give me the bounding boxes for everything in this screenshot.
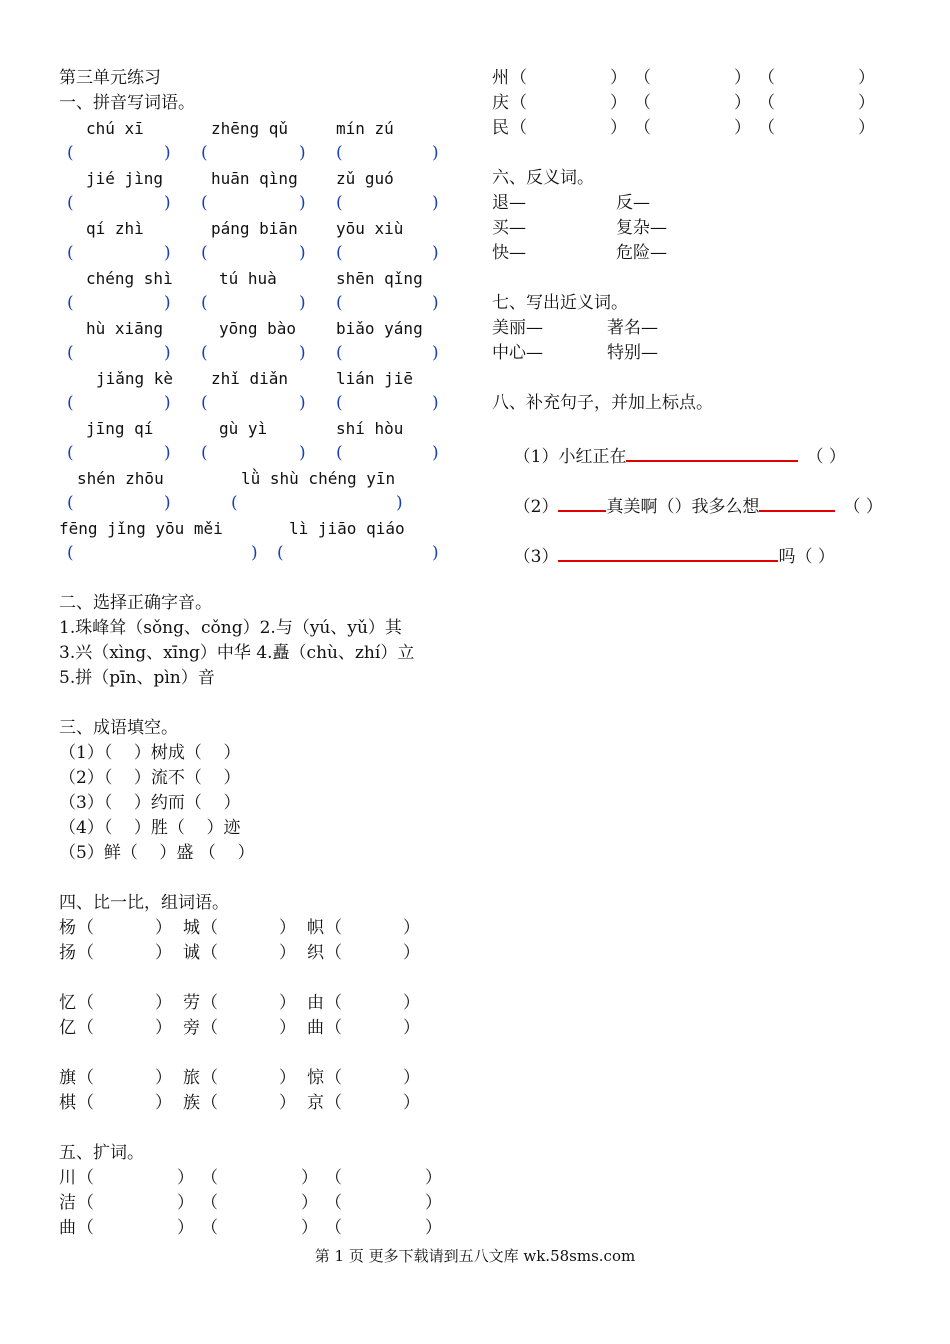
expand-bracket-open[interactable]: （ [634, 68, 651, 88]
answer-bracket-open[interactable]: ( [201, 443, 208, 463]
expand-bracket-close[interactable]: ） [858, 118, 875, 138]
answer-bracket-open[interactable]: ( [67, 293, 74, 313]
pinyin-word: mín zú [336, 119, 394, 138]
answer-bracket-open[interactable]: ( [201, 193, 208, 213]
sentence-3 [492, 516, 902, 567]
pinyin-word: jīng qí [86, 419, 154, 438]
section-3-heading: 三、成语填空。 [59, 718, 178, 738]
word-bracket-open[interactable]: （ [201, 993, 218, 1013]
answer-row [59, 341, 459, 366]
sentence-3-blank[interactable] [558, 541, 778, 562]
answer-bracket-close[interactable]: ) [164, 443, 171, 463]
word-pair-row [492, 216, 902, 241]
word-bracket-close[interactable]: ） [279, 1093, 296, 1113]
word-bracket-open[interactable]: （ [77, 1093, 94, 1113]
answer-bracket-close[interactable]: ) [432, 543, 439, 563]
section-4-heading: 四、比一比，组词语。 [59, 893, 229, 913]
answer-bracket-open[interactable]: ( [67, 393, 74, 413]
section-6-heading: 六、反义词。 [492, 168, 594, 188]
expand-bracket-close[interactable]: ） [734, 118, 751, 138]
expand-row [492, 66, 902, 91]
compare-row [59, 1091, 459, 1116]
expand-words-right [492, 66, 902, 141]
pinyin-word: zhǐ diǎn [211, 369, 289, 388]
pinyin-word: yōu xiù [336, 219, 404, 238]
answer-bracket-close[interactable]: ) [432, 443, 439, 463]
pinyin-word: chéng shì [86, 269, 173, 288]
answer-bracket-open[interactable]: ( [201, 293, 208, 313]
page-title: 第三单元练习 [59, 68, 161, 88]
sentence-2-suffix: （ ） [843, 497, 883, 517]
expand-char: 庆 [492, 93, 509, 113]
answer-bracket-close[interactable]: ) [164, 293, 171, 313]
expand-bracket-open[interactable]: （ [201, 1168, 218, 1188]
word-pair-row [492, 341, 902, 366]
pinyin-word: zhēng qǔ [211, 119, 289, 138]
word-prompt: 美丽— [492, 318, 543, 338]
sentence-2 [492, 466, 902, 517]
word-bracket-open[interactable]: （ [201, 918, 218, 938]
pinyin-row [59, 216, 459, 241]
word-prompt: 买— [492, 218, 526, 238]
expand-row [59, 1166, 459, 1191]
pinyin-word: gù yì [219, 419, 268, 438]
synonym-section [492, 316, 902, 366]
expand-bracket-close[interactable]: ） [610, 68, 627, 88]
answer-bracket-close[interactable]: ) [299, 393, 306, 413]
expand-bracket-open[interactable]: （ [510, 68, 527, 88]
pinyin-word: jiǎng kè [96, 369, 174, 388]
answer-row [59, 191, 459, 216]
compare-char: 诚 [183, 943, 200, 963]
expand-bracket-close[interactable]: ） [301, 1218, 318, 1238]
pinyin-word: tú huà [219, 269, 277, 288]
pinyin-word: lǜ shù chéng yīn [241, 469, 396, 488]
pinyin-row [59, 466, 459, 491]
word-bracket-open[interactable]: （ [77, 1018, 94, 1038]
pinyin-word: biǎo yáng [336, 319, 423, 338]
word-bracket-close[interactable]: ） [403, 943, 420, 963]
word-bracket-open[interactable]: （ [325, 1018, 342, 1038]
word-bracket-close[interactable]: ） [403, 993, 420, 1013]
pinyin-row [59, 166, 459, 191]
answer-row [59, 541, 459, 566]
compare-char: 亿 [59, 1018, 76, 1038]
expand-bracket-open[interactable]: （ [325, 1193, 342, 1213]
expand-bracket-close[interactable]: ） [301, 1168, 318, 1188]
expand-bracket-close[interactable]: ） [858, 93, 875, 113]
answer-bracket-open[interactable]: ( [67, 493, 74, 513]
answer-bracket-open[interactable]: ( [67, 543, 74, 563]
answer-bracket-close[interactable]: ) [299, 243, 306, 263]
word-prompt: 特别— [607, 343, 658, 363]
pinyin-section [59, 116, 459, 566]
compare-char: 杨 [59, 918, 76, 938]
word-bracket-close[interactable]: ） [155, 1093, 172, 1113]
expand-bracket-open[interactable]: （ [325, 1218, 342, 1238]
expand-row [59, 1216, 459, 1241]
answer-bracket-close[interactable]: ) [432, 393, 439, 413]
answer-bracket-close[interactable]: ) [432, 243, 439, 263]
expand-char: 州 [492, 68, 509, 88]
answer-bracket-close[interactable]: ) [164, 343, 171, 363]
pinyin-word: shēn qǐng [336, 269, 423, 288]
pinyin-word: fēng jǐng yōu měi [59, 519, 223, 538]
word-bracket-close[interactable]: ） [279, 1068, 296, 1088]
answer-bracket-open[interactable]: ( [336, 143, 343, 163]
compare-char: 扬 [59, 943, 76, 963]
answer-row [59, 291, 459, 316]
word-bracket-close[interactable]: ） [403, 918, 420, 938]
answer-row [59, 441, 459, 466]
pinyin-word: jié jìng [86, 169, 164, 188]
expand-bracket-open[interactable]: （ [758, 68, 775, 88]
word-bracket-open[interactable]: （ [201, 943, 218, 963]
expand-bracket-close[interactable]: ） [734, 68, 751, 88]
compare-char: 惊 [307, 1068, 324, 1088]
word-bracket-close[interactable]: ） [403, 1093, 420, 1113]
pinyin-word: lián jiē [336, 369, 414, 388]
compare-char: 由 [307, 993, 324, 1013]
compare-char: 京 [307, 1093, 324, 1113]
word-prompt: 复杂— [616, 218, 667, 238]
expand-bracket-open[interactable]: （ [77, 1193, 94, 1213]
word-bracket-close[interactable]: ） [279, 918, 296, 938]
word-bracket-close[interactable]: ） [279, 1018, 296, 1038]
answer-bracket-close[interactable]: ) [251, 543, 258, 563]
pinyin-row [59, 266, 459, 291]
sentence-1-blank[interactable] [626, 441, 798, 462]
pinyin-row [59, 416, 459, 441]
word-bracket-close[interactable]: ） [155, 1018, 172, 1038]
sentence-3-prefix: （3） [513, 547, 559, 567]
pinyin-word: shén zhōu [77, 469, 164, 488]
section-8-heading: 八、补充句子，并加上标点。 [492, 393, 713, 413]
expand-bracket-close[interactable]: ） [610, 118, 627, 138]
word-bracket-open[interactable]: （ [325, 1068, 342, 1088]
answer-bracket-close[interactable]: ) [396, 493, 403, 513]
expand-bracket-close[interactable]: ） [610, 93, 627, 113]
answer-bracket-close[interactable]: ) [299, 293, 306, 313]
word-bracket-close[interactable]: ） [279, 993, 296, 1013]
answer-bracket-close[interactable]: ) [299, 193, 306, 213]
expand-row [492, 116, 902, 141]
pinyin-word: zǔ guó [336, 169, 394, 188]
expand-bracket-open[interactable]: （ [634, 93, 651, 113]
section-1-heading: 一、拼音写词语。 [59, 93, 195, 113]
sentence-1-suffix: （ ） [806, 447, 846, 467]
word-bracket-close[interactable]: ） [155, 918, 172, 938]
answer-row [59, 391, 459, 416]
word-pair-row [492, 316, 902, 341]
word-bracket-open[interactable]: （ [325, 1093, 342, 1113]
pronunciation-line: 3.兴（xìng、xīng）中华 4.矗（chù、zhí）立 [59, 643, 415, 663]
answer-bracket-close[interactable]: ) [164, 393, 171, 413]
word-bracket-close[interactable]: ） [403, 1068, 420, 1088]
expand-char: 民 [492, 118, 509, 138]
expand-bracket-close[interactable]: ） [425, 1193, 442, 1213]
sentence-2-mid: 真美啊（）我多么想 [606, 497, 760, 517]
answer-bracket-close[interactable]: ) [164, 193, 171, 213]
word-prompt: 退— [492, 193, 526, 213]
pinyin-word: hù xiāng [86, 319, 164, 338]
pinyin-row [59, 516, 459, 541]
idiom-section [59, 741, 459, 866]
word-bracket-close[interactable]: ） [403, 1018, 420, 1038]
compare-char: 城 [183, 918, 200, 938]
word-bracket-open[interactable]: （ [77, 943, 94, 963]
expand-row [59, 1191, 459, 1216]
section-2-heading: 二、选择正确字音。 [59, 593, 212, 613]
answer-bracket-close[interactable]: ) [164, 493, 171, 513]
expand-bracket-open[interactable]: （ [201, 1193, 218, 1213]
answer-bracket-close[interactable]: ) [432, 143, 439, 163]
answer-bracket-open[interactable]: ( [201, 243, 208, 263]
word-bracket-open[interactable]: （ [201, 1068, 218, 1088]
answer-bracket-open[interactable]: ( [201, 393, 208, 413]
pinyin-row [59, 316, 459, 341]
answer-bracket-open[interactable]: ( [67, 143, 74, 163]
expand-bracket-close[interactable]: ） [858, 68, 875, 88]
word-bracket-open[interactable]: （ [325, 943, 342, 963]
expand-bracket-close[interactable]: ） [177, 1193, 194, 1213]
compare-row [59, 916, 459, 941]
expand-bracket-close[interactable]: ） [177, 1218, 194, 1238]
word-prompt: 著名— [607, 318, 658, 338]
answer-bracket-close[interactable]: ) [432, 193, 439, 213]
compare-char: 织 [307, 943, 324, 963]
compare-char: 曲 [307, 1018, 324, 1038]
answer-bracket-close[interactable]: ) [432, 343, 439, 363]
pinyin-word: huān qìng [211, 169, 298, 188]
idiom-line: （1）（ ）树成（ ） [59, 743, 241, 763]
pronunciation-section [59, 616, 459, 691]
expand-char: 曲 [59, 1218, 76, 1238]
answer-bracket-close[interactable]: ) [299, 343, 306, 363]
expand-char: 川 [59, 1168, 76, 1188]
answer-bracket-close[interactable]: ) [164, 143, 171, 163]
compare-char: 旅 [183, 1068, 200, 1088]
pinyin-word: lì jiāo qiáo [289, 519, 405, 538]
answer-bracket-open[interactable]: ( [231, 493, 238, 513]
answer-bracket-open[interactable]: ( [277, 543, 284, 563]
antonym-section [492, 191, 902, 266]
expand-bracket-open[interactable]: （ [77, 1168, 94, 1188]
expand-bracket-open[interactable]: （ [77, 1218, 94, 1238]
expand-bracket-open[interactable]: （ [634, 118, 651, 138]
section-7-heading: 七、写出近义词。 [492, 293, 628, 313]
expand-bracket-close[interactable]: ） [425, 1168, 442, 1188]
expand-bracket-open[interactable]: （ [758, 93, 775, 113]
answer-bracket-open[interactable]: ( [336, 293, 343, 313]
pinyin-word: chú xī [86, 119, 144, 138]
word-bracket-open[interactable]: （ [77, 918, 94, 938]
word-prompt: 中心— [492, 343, 543, 363]
compare-char: 棋 [59, 1093, 76, 1113]
expand-bracket-close[interactable]: ） [301, 1193, 318, 1213]
idiom-line: （3）（ ）约而（ ） [59, 793, 241, 813]
word-pair-row [492, 191, 902, 216]
section-5-heading: 五、扩词。 [59, 1143, 144, 1163]
answer-bracket-open[interactable]: ( [201, 143, 208, 163]
expand-bracket-close[interactable]: ） [177, 1168, 194, 1188]
answer-row [59, 141, 459, 166]
word-bracket-close[interactable]: ） [279, 943, 296, 963]
word-bracket-open[interactable]: （ [201, 1093, 218, 1113]
pronunciation-line: 1.珠峰耸（sǒng、cǒng）2.与（yú、yǔ）其 [59, 618, 402, 638]
expand-bracket-open[interactable]: （ [758, 118, 775, 138]
sentence-2-prefix: （2） [513, 497, 559, 517]
word-bracket-close[interactable]: ） [155, 1068, 172, 1088]
word-bracket-close[interactable]: ） [155, 943, 172, 963]
compare-section [59, 916, 459, 1116]
compare-row [59, 1066, 459, 1091]
word-prompt: 快— [492, 243, 526, 263]
sentence-2-blank-b[interactable] [759, 491, 835, 512]
pinyin-row [59, 116, 459, 141]
word-prompt: 反— [616, 193, 650, 213]
compare-char: 旗 [59, 1068, 76, 1088]
compare-char: 族 [183, 1093, 200, 1113]
compare-row [59, 1016, 459, 1041]
sentence-2-blank-a[interactable] [558, 491, 606, 512]
expand-bracket-open[interactable]: （ [510, 118, 527, 138]
compare-row [59, 941, 459, 966]
answer-bracket-open[interactable]: ( [336, 443, 343, 463]
answer-bracket-open[interactable]: ( [67, 443, 74, 463]
answer-bracket-open[interactable]: ( [336, 193, 343, 213]
word-bracket-open[interactable]: （ [77, 1068, 94, 1088]
expand-char: 洁 [59, 1193, 76, 1213]
left-column [59, 66, 459, 1241]
answer-bracket-open[interactable]: ( [67, 193, 74, 213]
pinyin-word: shí hòu [336, 419, 404, 438]
expand-words-left [59, 1166, 459, 1241]
expand-bracket-close[interactable]: ） [734, 93, 751, 113]
answer-bracket-close[interactable]: ) [432, 293, 439, 313]
pinyin-word: qí zhì [86, 219, 144, 238]
expand-bracket-open[interactable]: （ [325, 1168, 342, 1188]
word-bracket-open[interactable]: （ [325, 918, 342, 938]
expand-bracket-close[interactable]: ） [425, 1218, 442, 1238]
sentence-1 [492, 416, 902, 467]
compare-char: 帜 [307, 918, 324, 938]
sentence-3-suffix: 吗（ ） [778, 547, 835, 567]
right-column [492, 66, 902, 567]
idiom-line: （5）鲜（ ）盛 （ ） [59, 843, 255, 863]
word-bracket-open[interactable]: （ [201, 1018, 218, 1038]
compare-char: 劳 [183, 993, 200, 1013]
idiom-line: （2）（ ）流不（ ） [59, 768, 241, 788]
word-prompt: 危险— [616, 243, 667, 263]
word-bracket-close[interactable]: ） [155, 993, 172, 1013]
answer-bracket-open[interactable]: ( [67, 343, 74, 363]
answer-bracket-close[interactable]: ) [299, 443, 306, 463]
answer-bracket-close[interactable]: ) [164, 243, 171, 263]
pronunciation-line: 5.拼（pīn、pìn）音 [59, 668, 215, 688]
answer-bracket-open[interactable]: ( [336, 243, 343, 263]
answer-bracket-open[interactable]: ( [336, 343, 343, 363]
answer-bracket-close[interactable]: ) [299, 143, 306, 163]
word-bracket-open[interactable]: （ [325, 993, 342, 1013]
word-bracket-open[interactable]: （ [77, 993, 94, 1013]
expand-bracket-open[interactable]: （ [201, 1218, 218, 1238]
answer-row [59, 241, 459, 266]
expand-bracket-open[interactable]: （ [510, 93, 527, 113]
word-pair-row [492, 241, 902, 266]
compare-row [59, 991, 459, 1016]
compare-char: 忆 [59, 993, 76, 1013]
answer-bracket-open[interactable]: ( [201, 343, 208, 363]
pinyin-word: páng biān [211, 219, 298, 238]
page-footer: 第 1 页 更多下载请到五八文库 wk.58sms.com [314, 1247, 636, 1265]
pinyin-row [59, 366, 459, 391]
answer-row [59, 491, 459, 516]
answer-bracket-open[interactable]: ( [67, 243, 74, 263]
sentence-1-prefix: （1）小红正在 [513, 447, 627, 467]
idiom-line: （4）（ ）胜（ ）迹 [59, 818, 241, 838]
answer-bracket-open[interactable]: ( [336, 393, 343, 413]
compare-char: 旁 [183, 1018, 200, 1038]
expand-row [492, 91, 902, 116]
pinyin-word: yōng bào [219, 319, 297, 338]
